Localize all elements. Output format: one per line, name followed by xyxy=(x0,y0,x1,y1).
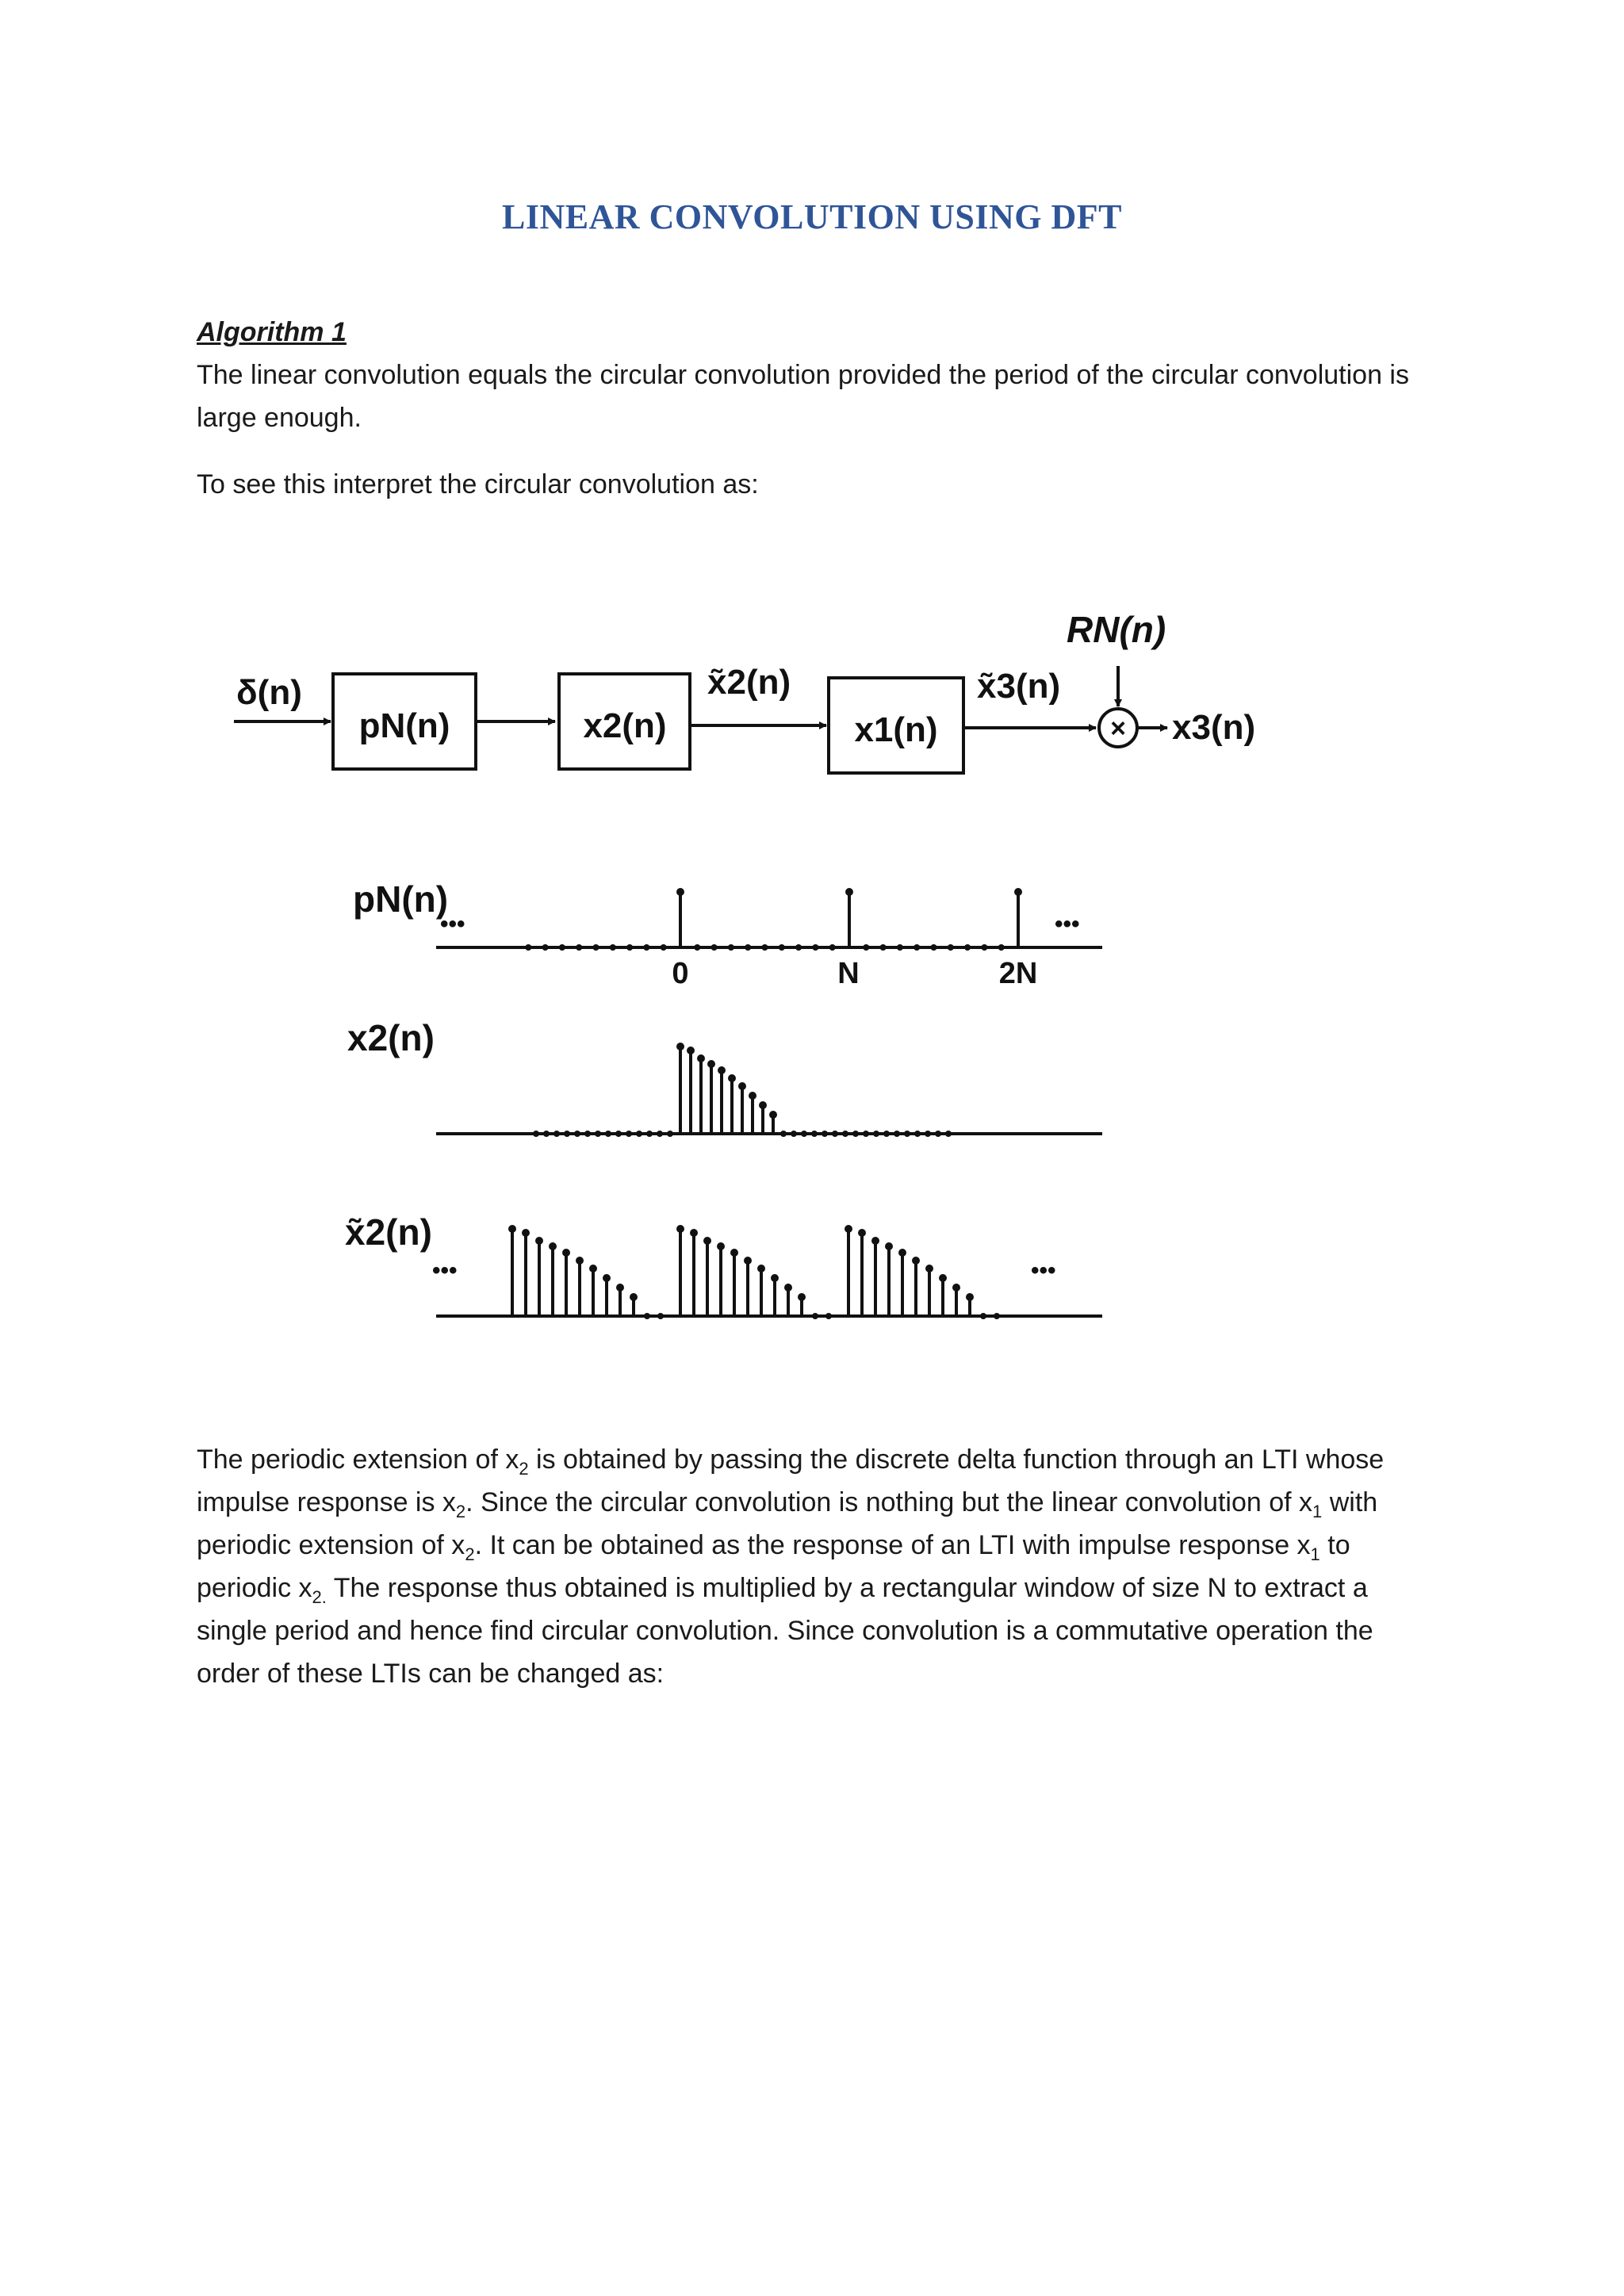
zero-sample xyxy=(525,944,531,951)
plot-x2tilde-label: x̃2(n) xyxy=(345,1211,432,1253)
sample-stem xyxy=(769,1111,777,1119)
periodic-stem xyxy=(912,1257,920,1265)
zero-sample xyxy=(829,944,836,951)
plot-pn-label: pN(n) xyxy=(353,878,449,920)
zero-sample xyxy=(564,1131,570,1137)
periodic-stem xyxy=(730,1249,738,1257)
plot-x2tilde-ellipsis-right: ••• xyxy=(1031,1257,1056,1284)
zero-sample xyxy=(873,1131,879,1137)
zero-sample xyxy=(584,1131,591,1137)
sample-stem xyxy=(707,1060,715,1068)
periodic-stem xyxy=(939,1274,947,1282)
block-x2-label: x2(n) xyxy=(583,706,667,745)
sample-stem xyxy=(749,1092,756,1100)
zero-sample xyxy=(904,1131,910,1137)
zero-sample xyxy=(657,1313,664,1319)
periodic-stem xyxy=(744,1257,752,1265)
signal-x3-tilde-label: x̃3(n) xyxy=(977,667,1061,706)
zero-sample xyxy=(801,1131,807,1137)
zero-sample xyxy=(533,1131,539,1137)
impulse-stem xyxy=(845,888,853,896)
zero-sample xyxy=(883,1131,890,1137)
periodic-stem xyxy=(562,1249,570,1257)
periodic-stem xyxy=(966,1293,974,1301)
impulse-stem xyxy=(676,888,684,896)
zero-sample xyxy=(605,1131,611,1137)
zero-sample xyxy=(626,944,633,951)
periodic-stem xyxy=(549,1242,557,1250)
body-line-3: periodic extension of $x_2$. It can be obtained as the response of an LTI with impulse response $x_1$ to xyxy=(197,1530,1350,1564)
periodic-stem xyxy=(676,1225,684,1233)
zero-sample xyxy=(998,944,1005,951)
zero-sample xyxy=(994,1313,1000,1319)
block-x1-label: x1(n) xyxy=(854,710,938,749)
sample-stem xyxy=(738,1082,746,1090)
zero-sample xyxy=(780,1131,787,1137)
zero-sample xyxy=(593,944,599,951)
section-heading: Algorithm 1 xyxy=(197,317,347,347)
body-line-4: periodic $x_{2.}$ The response thus obtained is multiplied by a rectangular window of size N to extract a xyxy=(197,1573,1368,1607)
periodic-stem xyxy=(885,1242,893,1250)
body-line-1: The periodic extension of $x_2$ is obtained by passing the discrete delta function through an LTI whose xyxy=(197,1445,1385,1479)
periodic-stem xyxy=(925,1265,933,1272)
zero-sample xyxy=(795,944,802,951)
zero-sample xyxy=(880,944,887,951)
periodic-stem xyxy=(898,1249,906,1257)
body-line-6: order of these LTIs can be changed as: xyxy=(197,1659,665,1689)
tick-zero: 0 xyxy=(672,957,689,990)
zero-sample xyxy=(543,1131,550,1137)
periodic-stem xyxy=(798,1293,806,1301)
plot-pn-ellipsis-left: ••• xyxy=(440,911,465,937)
zero-sample xyxy=(643,944,649,951)
zero-sample xyxy=(897,944,903,951)
zero-sample xyxy=(863,1131,869,1137)
zero-sample xyxy=(779,944,785,951)
periodic-stem xyxy=(952,1284,960,1292)
zero-sample xyxy=(791,1131,797,1137)
sample-stem xyxy=(759,1101,767,1109)
window-label: RN(n) xyxy=(1067,609,1166,650)
zero-sample xyxy=(694,944,700,951)
periodic-stem xyxy=(576,1257,584,1265)
zero-sample xyxy=(711,944,718,951)
impulse-stem xyxy=(1014,888,1022,896)
periodic-stem xyxy=(616,1284,624,1292)
zero-sample xyxy=(812,944,818,951)
multiplier-symbol: × xyxy=(1110,714,1126,744)
zero-sample xyxy=(980,1313,986,1319)
zero-sample xyxy=(667,1131,673,1137)
plot-x2tilde-stems xyxy=(508,1225,1000,1319)
periodic-stem xyxy=(703,1237,711,1245)
zero-sample xyxy=(825,1313,832,1319)
periodic-stem xyxy=(522,1229,530,1237)
periodic-stem xyxy=(630,1293,638,1301)
zero-sample xyxy=(842,1131,848,1137)
zero-sample xyxy=(542,944,549,951)
interpret-paragraph: To see this interpret the circular convolution as: xyxy=(197,469,759,499)
signal-x2-tilde-label: x̃2(n) xyxy=(707,663,791,702)
periodic-stem xyxy=(757,1265,765,1272)
plot-x2-stems xyxy=(533,1043,952,1137)
zero-sample xyxy=(661,944,667,951)
sample-stem xyxy=(728,1074,736,1082)
periodic-stem xyxy=(858,1229,866,1237)
zero-sample xyxy=(914,944,920,951)
zero-sample xyxy=(812,1313,818,1319)
zero-sample xyxy=(657,1131,663,1137)
zero-sample xyxy=(822,1131,828,1137)
output-label: x3(n) xyxy=(1172,708,1256,747)
zero-sample xyxy=(811,1131,818,1137)
zero-sample xyxy=(948,944,954,951)
periodic-stem xyxy=(717,1242,725,1250)
plot-pn-stems xyxy=(525,888,1022,951)
periodic-stem xyxy=(771,1274,779,1282)
sample-stem xyxy=(676,1043,684,1050)
zero-sample xyxy=(646,1131,653,1137)
zero-sample xyxy=(981,944,987,951)
periodic-stem xyxy=(845,1225,852,1233)
zero-sample xyxy=(728,944,734,951)
intro-paragraph: The linear convolution equals the circular convolution provided the period of the circular convolution is large enough. xyxy=(197,360,1409,433)
body-line-2: impulse response is $x_2$. Since the circular convolution is nothing but the linear convolution of $x_1$ with xyxy=(197,1487,1378,1521)
plot-x2tilde-ellipsis-left: ••• xyxy=(432,1257,458,1284)
zero-sample xyxy=(914,1131,921,1137)
page-title: LINEAR CONVOLUTION USING DFT xyxy=(501,197,1122,236)
tick-2n: 2N xyxy=(998,957,1038,990)
zero-sample xyxy=(935,1131,941,1137)
zero-sample xyxy=(925,1131,931,1137)
zero-sample xyxy=(559,944,565,951)
periodic-stem xyxy=(784,1284,792,1292)
tick-n: N xyxy=(837,957,860,990)
sample-stem xyxy=(718,1066,726,1074)
zero-sample xyxy=(615,1131,622,1137)
zero-sample xyxy=(745,944,751,951)
periodic-stem xyxy=(871,1237,879,1245)
zero-sample xyxy=(626,1131,632,1137)
zero-sample xyxy=(553,1131,560,1137)
block-pn-label: pN(n) xyxy=(358,706,450,745)
zero-sample xyxy=(863,944,869,951)
periodic-stem xyxy=(535,1237,543,1245)
periodic-stem xyxy=(603,1274,611,1282)
body-line-5: single period and hence find circular convolution. Since convolution is a commutative operation the xyxy=(197,1616,1373,1646)
zero-sample xyxy=(964,944,971,951)
zero-sample xyxy=(644,1313,650,1319)
plot-pn-ellipsis-right: ••• xyxy=(1055,911,1080,937)
input-label: δ(n) xyxy=(236,673,302,712)
zero-sample xyxy=(576,944,582,951)
zero-sample xyxy=(852,1131,859,1137)
periodic-stem xyxy=(589,1265,597,1272)
zero-sample xyxy=(762,944,768,951)
sample-stem xyxy=(687,1047,695,1054)
sample-stem xyxy=(697,1054,705,1062)
zero-sample xyxy=(574,1131,580,1137)
zero-sample xyxy=(945,1131,952,1137)
zero-sample xyxy=(610,944,616,951)
periodic-stem xyxy=(690,1229,698,1237)
periodic-stem xyxy=(508,1225,516,1233)
zero-sample xyxy=(894,1131,900,1137)
zero-sample xyxy=(595,1131,601,1137)
plot-x2-label: x2(n) xyxy=(347,1017,435,1058)
zero-sample xyxy=(931,944,937,951)
zero-sample xyxy=(636,1131,642,1137)
zero-sample xyxy=(832,1131,838,1137)
